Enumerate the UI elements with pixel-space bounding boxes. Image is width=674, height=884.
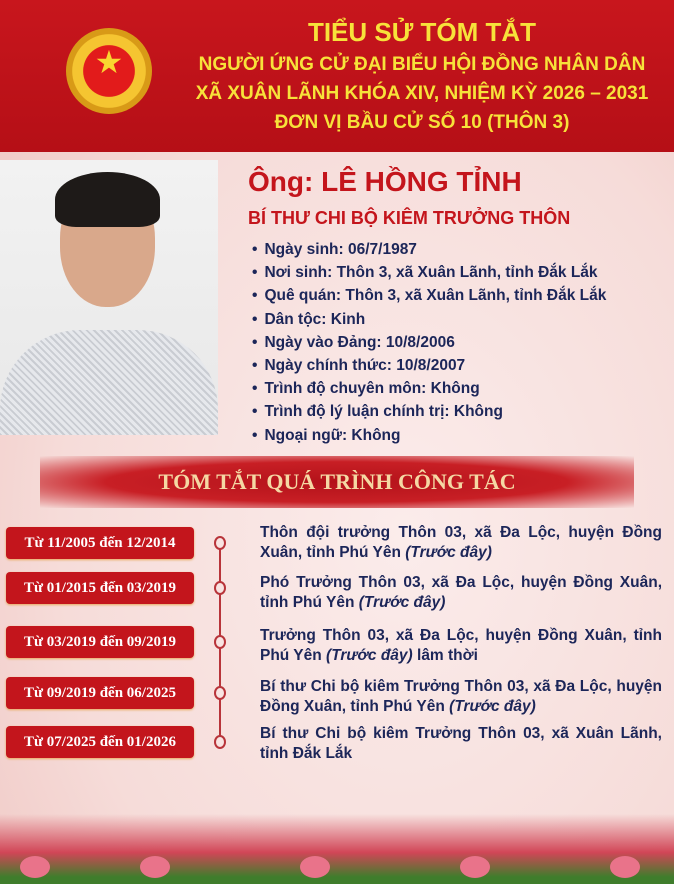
candidate-name: Ông: LÊ HỒNG TỈNH <box>248 166 522 197</box>
desc-note: (Trước đây) <box>358 594 446 611</box>
career-section-title: TÓM TẮT QUÁ TRÌNH CÔNG TÁC <box>40 456 634 508</box>
period-badge: Từ 01/2015 đến 03/2019 <box>6 572 194 604</box>
info-item: • Ngày chính thức: 10/8/2007 <box>252 354 606 377</box>
position-description <box>260 573 662 613</box>
info-item: • Ngoại ngữ: Không <box>252 424 606 447</box>
flower-icon <box>610 856 640 878</box>
position-description <box>260 523 662 563</box>
header-line-1: NGƯỜI ỨNG CỬ ĐẠI BIỂU HỘI ĐỒNG NHÂN DÂN <box>198 54 646 75</box>
flower-footer-decoration <box>0 814 674 884</box>
desc-note: (Trước đây) <box>449 698 536 715</box>
candidate-photo <box>0 160 218 435</box>
timeline-dot-icon <box>214 686 226 700</box>
info-item: • Trình độ lý luận chính trị: Không <box>252 400 606 423</box>
desc-note: (Trước đây) <box>326 647 413 664</box>
desc-text: Bí thư Chi bộ kiêm Trưởng Thôn 03, xã Xuân Lãnh, tỉnh Đắk Lắk <box>260 725 662 762</box>
flower-icon <box>140 856 170 878</box>
flower-icon <box>20 856 50 878</box>
desc-suffix: lâm thời <box>412 647 478 664</box>
position-description <box>260 677 662 717</box>
position-description <box>260 724 662 764</box>
timeline-dot-icon <box>214 581 226 595</box>
info-item: • Ngày sinh: 06/7/1987 <box>252 238 606 261</box>
candidate-role: BÍ THƯ CHI BỘ KIÊM TRƯỞNG THÔN <box>248 208 571 228</box>
period-badge: Từ 03/2019 đến 09/2019 <box>6 626 194 658</box>
period-badge: Từ 07/2025 đến 01/2026 <box>6 726 194 758</box>
header-line-3: ĐƠN VỊ BẦU CỬ SỐ 10 (THÔN 3) <box>274 112 570 133</box>
flower-icon <box>460 856 490 878</box>
desc-text: Trưởng Thôn 03, xã Đa Lộc, huyện Đồng Xuân, tỉnh Phú Yên <box>260 627 662 664</box>
desc-text: Phó Trưởng Thôn 03, xã Đa Lộc, huyện Đồng Xuân, tỉnh Phú Yên <box>260 574 662 611</box>
desc-text: Bí thư Chi bộ kiêm Trưởng Thôn 03, xã Đa Lộc, huyện Đồng Xuân, tỉnh Phú Yên <box>260 678 662 715</box>
period-badge: Từ 11/2005 đến 12/2014 <box>6 527 194 559</box>
candidate-info-list <box>252 238 606 447</box>
flower-icon <box>300 856 330 878</box>
desc-text: Thôn đội trưởng Thôn 03, xã Đa Lộc, huyện Đồng Xuân, tỉnh Phú Yên <box>260 524 662 561</box>
info-item: • Ngày vào Đảng: 10/8/2006 <box>252 331 606 354</box>
info-item: • Trình độ chuyên môn: Không <box>252 377 606 400</box>
info-item: • Quê quán: Thôn 3, xã Xuân Lãnh, tỉnh Đắk Lắk <box>252 284 606 307</box>
timeline-dot-icon <box>214 635 226 649</box>
period-badge: Từ 09/2019 đến 06/2025 <box>6 677 194 709</box>
header-banner <box>0 0 674 152</box>
national-emblem-icon: ★ <box>66 28 152 114</box>
info-item: • Nơi sinh: Thôn 3, xã Xuân Lãnh, tỉnh Đắk Lắk <box>252 261 606 284</box>
timeline-dot-icon <box>214 536 226 550</box>
info-item: • Dân tộc: Kinh <box>252 308 606 331</box>
position-description <box>260 626 662 666</box>
desc-note: (Trước đây) <box>405 544 492 561</box>
header-line-2: XÃ XUÂN LÃNH KHÓA XIV, NHIỆM KỲ 2026 – 2031 <box>195 83 649 104</box>
page-title: TIỂU SỬ TÓM TẮT <box>307 17 537 47</box>
timeline-dot-icon <box>214 735 226 749</box>
